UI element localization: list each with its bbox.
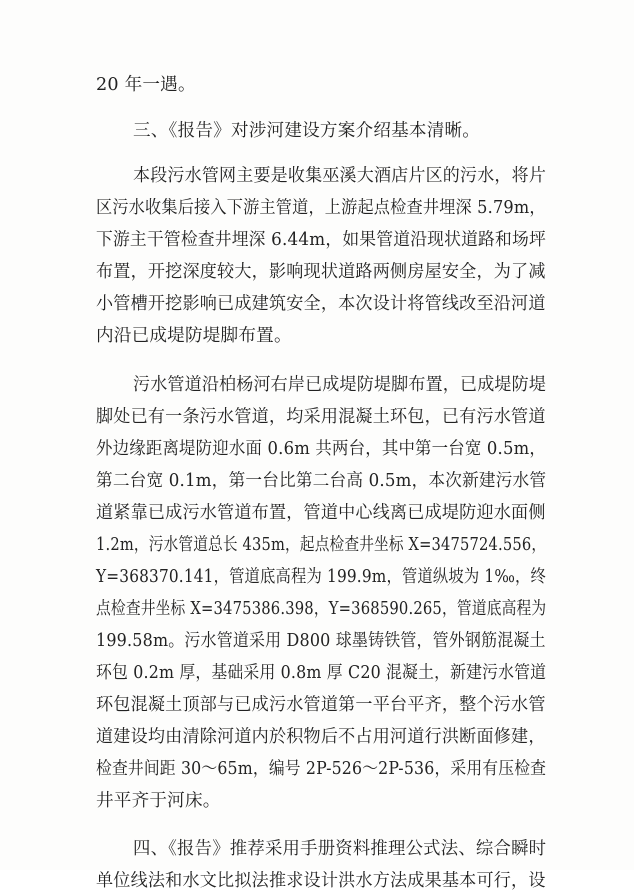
text-line-5: 下游主干管检查井埋深 6.44m，如果管道沿现状道路和场坪	[96, 230, 546, 250]
text-line-14: 1.2m，污水管道总长 435m，起点检查井坐标 X=3475724.556，	[96, 535, 547, 555]
text-line-1: 20 年一遇。	[96, 75, 196, 95]
text-line-3: 本段污水管网主要是收集巫溪大酒店片区的污水，将片	[133, 166, 547, 186]
text-line-6: 布置，开挖深度较大，影响现状道路两侧房屋安全，为了减	[96, 262, 546, 282]
text-line-11: 外边缘距离堤防迎水面 0.6m 共两台，其中第一台宽 0.5m，	[96, 439, 546, 459]
text-line-15: Y=368370.141，管道底高程为 199.9m，管道纵坡为 1‰，终	[96, 567, 547, 587]
section-heading-4: 四、《报告》推荐采用手册资料推理公式法、综合瞬时	[133, 839, 547, 859]
text-line-22: 井平齐于河床。	[96, 791, 221, 811]
text-line-18: 环包 0.2m 厚，基础采用 0.8m 厚 C20 混凝土，新建污水管道	[96, 663, 547, 683]
text-line-7: 小管槽开挖影响已成建筑安全，本次设计将管线改至沿河道	[96, 294, 546, 314]
text-line-16: 点检查井坐标 X=3475386.398，Y=368590.265，管道底高程为	[96, 599, 547, 619]
text-line-24: 单位线法和水文比拟法推求设计洪水方法成果基本可行，设	[96, 871, 546, 891]
text-line-19: 环包混凝土顶部与已成污水管道第一平台平齐，整个污水管	[96, 695, 546, 715]
text-line-8: 内沿已成堤防堤脚布置。	[96, 326, 292, 346]
text-line-9: 污水管道沿柏杨河右岸已成堤防堤脚布置，已成堤防堤	[133, 375, 547, 395]
section-heading-3: 三、《报告》对涉河建设方案介绍基本清晰。	[133, 121, 481, 141]
text-line-10: 脚处已有一条污水管道，均采用混凝土环包，已有污水管道	[96, 407, 546, 427]
text-line-12: 第二台宽 0.1m，第一台比第二台高 0.5m，本次新建污水管	[96, 471, 547, 491]
text-line-21: 检查井间距 30～65m，编号 2P-526～2P-536，采用有压检查	[96, 759, 547, 779]
text-line-20: 道建设均由清除河道内於积物后不占用河道行洪断面修建，	[96, 727, 546, 747]
text-line-4: 区污水收集后接入下游主管道，上游起点检查井埋深 5.79m，	[96, 198, 546, 218]
text-line-13: 道紧靠已成污水管道布置，管道中心线离已成堤防迎水面侧	[96, 503, 546, 523]
text-line-17: 199.58m。污水管道采用 D800 球墨铸铁管，管外钢筋混凝土	[96, 631, 546, 651]
